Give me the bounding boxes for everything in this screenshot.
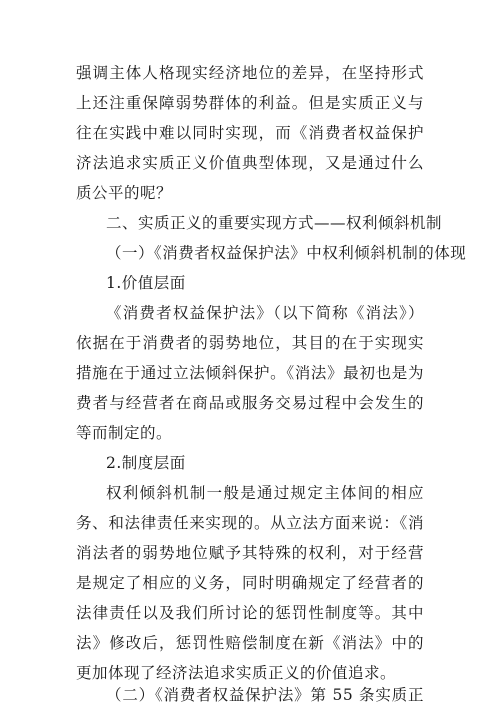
text-line-4: 济法追求实质正义价值典型体现，又是通过什么 — [76, 154, 424, 172]
text-line-21: 更加体现了经济法追求实质正义的价值追求。 — [76, 664, 397, 682]
text-line-16: 务、和法律责任来实现的。从立法方面来说：《消 — [76, 514, 424, 532]
text-line-11: 措施在于通过立法倾斜保护。《消法》最初也是为 — [76, 364, 424, 382]
item-heading-value-level: 1.价值层面 — [106, 274, 186, 292]
text-line-12: 费者与经营者在商品或服务交易过程中会发生的 — [76, 394, 424, 412]
item-heading-system-level: 2.制度层面 — [106, 454, 186, 472]
text-line-5: 质公平的呢？ — [76, 184, 173, 202]
text-line-1: 强调主体人格现实经济地位的差异，在坚持形式 — [76, 64, 424, 82]
text-line-9: 《消费者权益保护法》（以下简称《消法》） — [106, 304, 424, 322]
text-line-18: 是规定了相应的义务，同时明确规定了经营者的 — [76, 574, 424, 592]
text-line-3: 往在实践中难以同时实现，而《消费者权益保护 — [76, 124, 424, 142]
text-line-20: 法》修改后，惩罚性赔偿制度在新《消法》中的 — [76, 634, 424, 652]
text-line-17: 消法者的弱势地位赋予其特殊的权利，对于经营 — [76, 544, 424, 562]
text-line-10: 依据在于消费者的弱势地位，其目的在于实现实 — [76, 334, 424, 352]
text-line-13: 等而制定的。 — [76, 424, 173, 442]
subsection-heading-1: （一）《消费者权益保护法》中权利倾斜机制的体现 — [106, 244, 467, 262]
section-heading-2: 二、实质正义的重要实现方式——权利倾斜机制 — [106, 214, 443, 232]
text-line-19: 法律责任以及我们所讨论的惩罚性制度等。其中 — [76, 604, 424, 622]
text-line-15: 权利倾斜机制一般是通过规定主体间的相应 — [106, 484, 424, 502]
text-line-2: 上还注重保障弱势群体的利益。但是实质正义与 — [76, 94, 424, 112]
subsection-heading-2: （二）《消费者权益保护法》第 55 条实质正 — [106, 686, 424, 704]
